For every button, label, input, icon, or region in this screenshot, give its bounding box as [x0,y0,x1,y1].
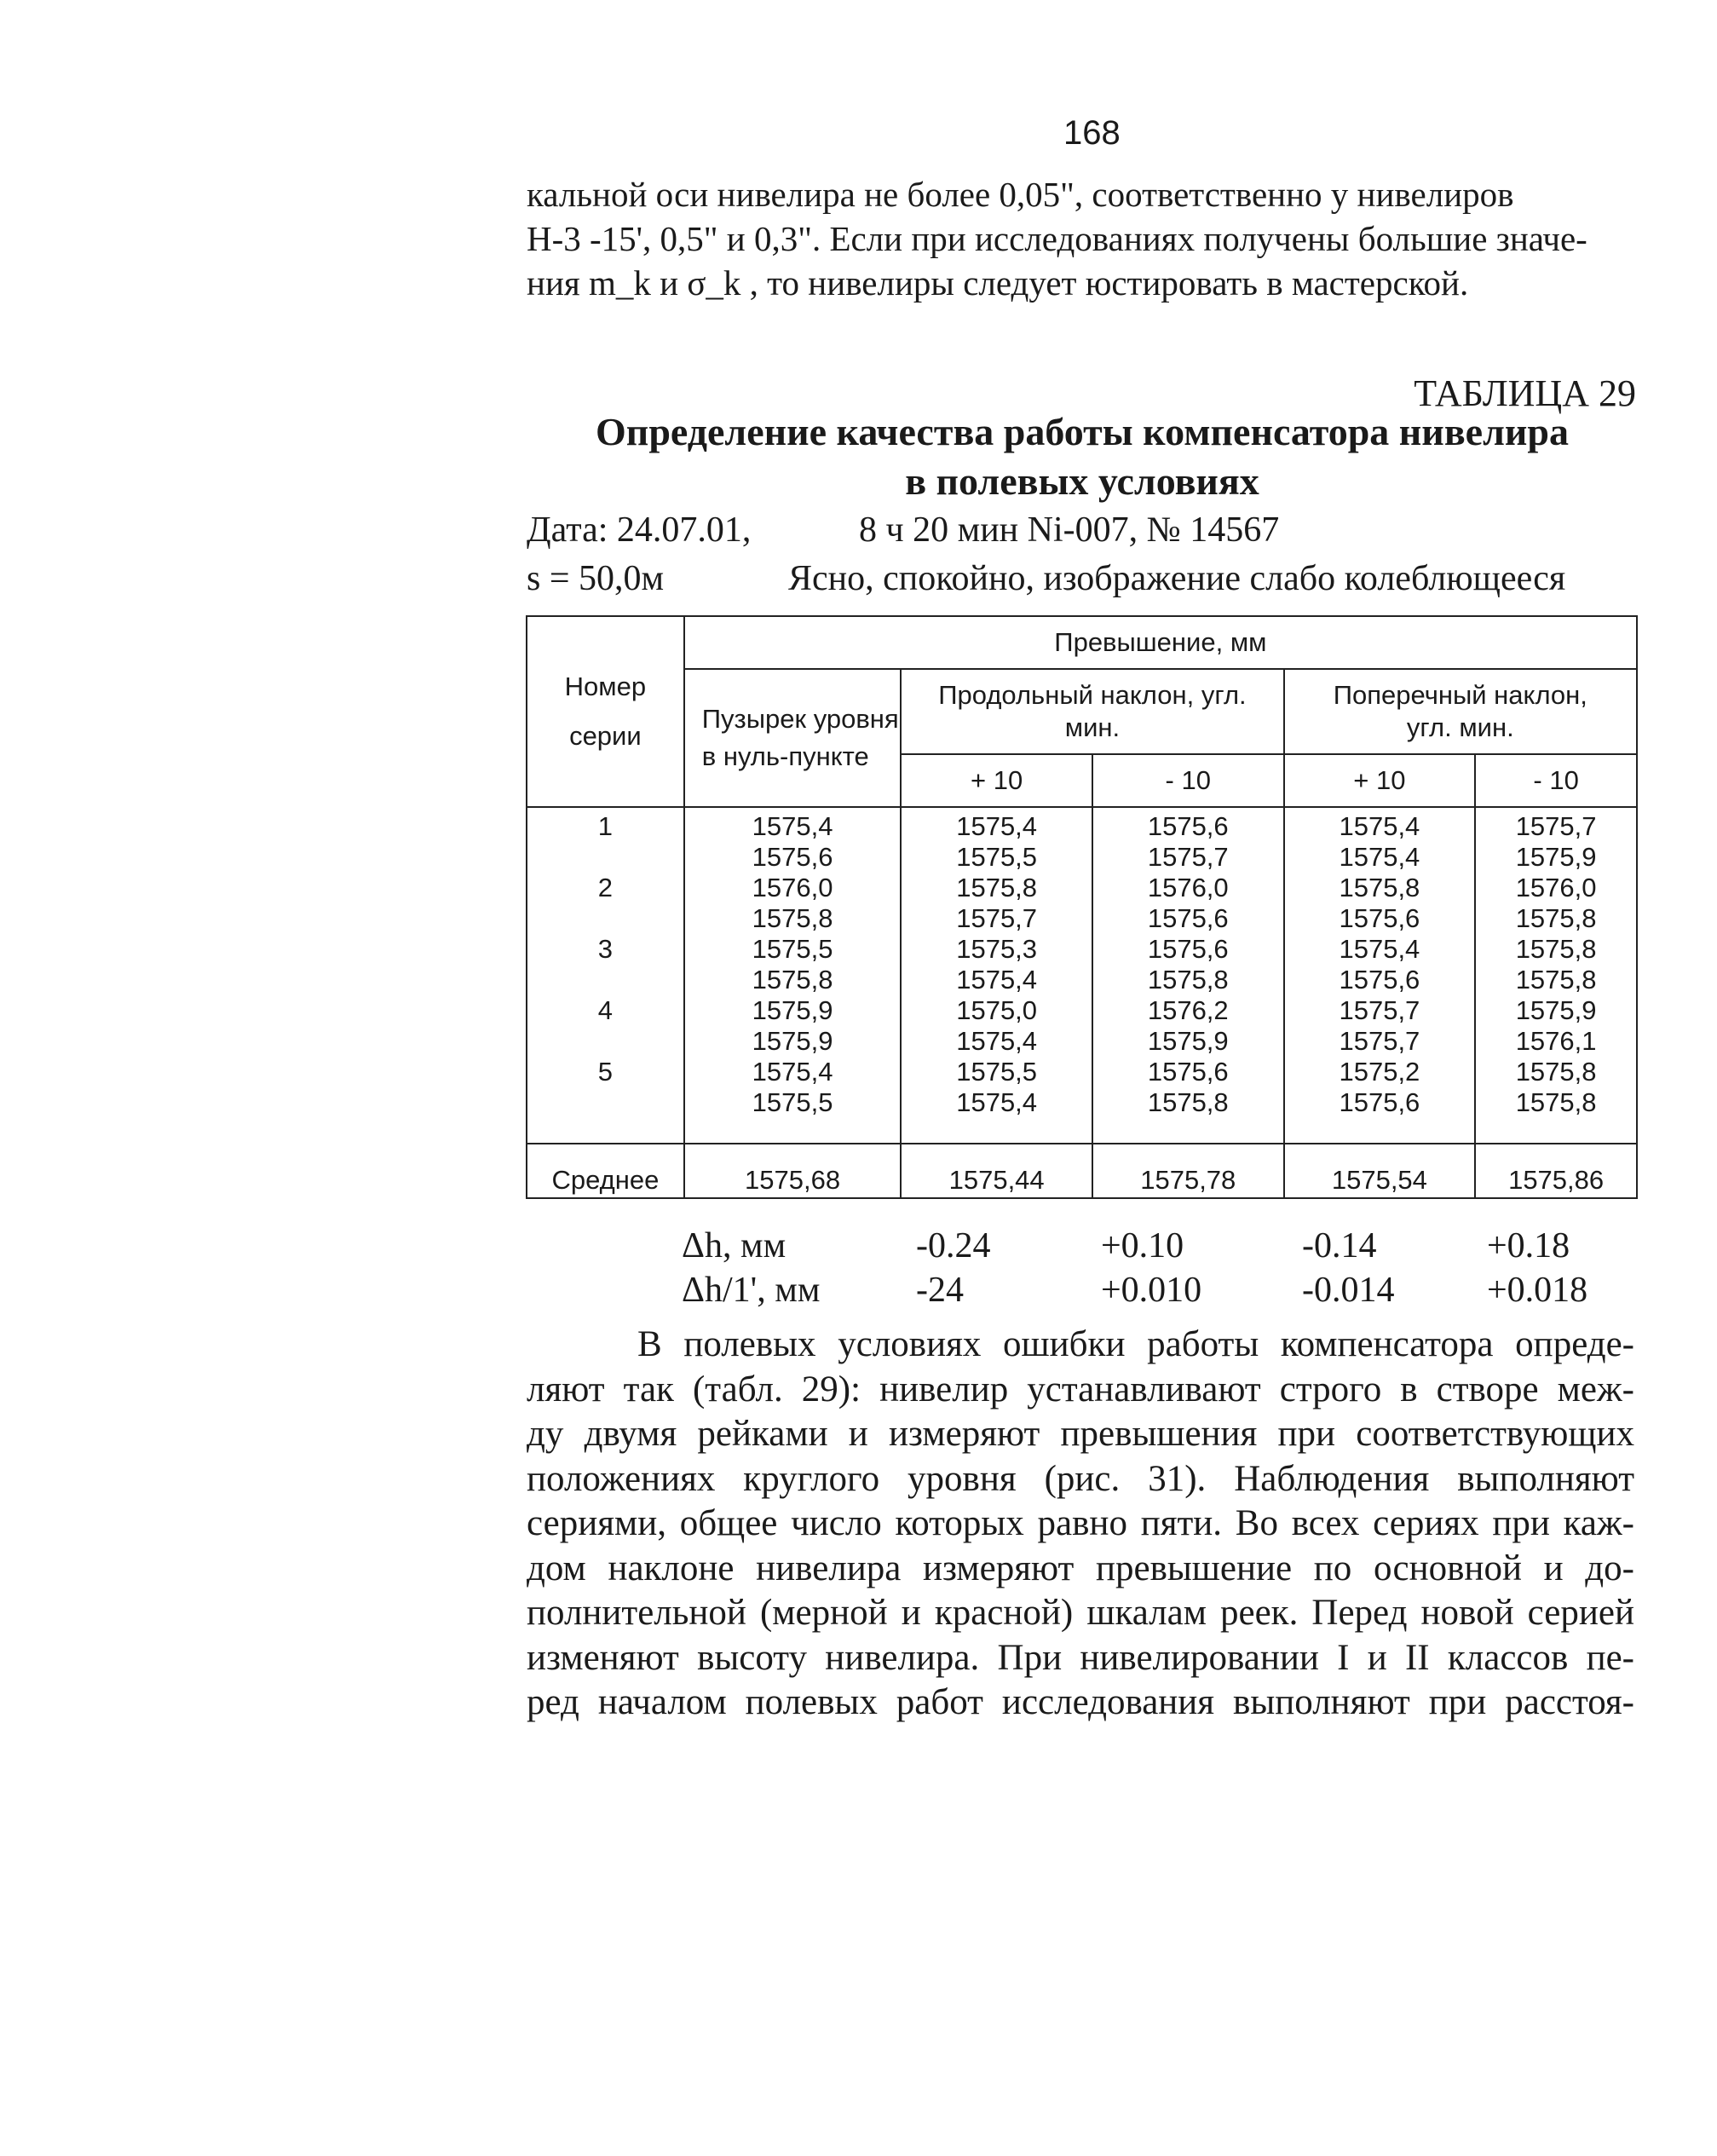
long-minus-header: - 10 [1092,754,1284,807]
delta-h-label: Δh, мм [682,1226,786,1265]
body-line: ляют так (табл. 29): нивелир устанавливают строго в створе меж- [527,1369,1634,1409]
delta-h-value: +0.10 [1101,1226,1184,1265]
bubble-values-cell: 1575,4 1575,6 1576,0 1575,8 1575,5 1575,8 1575,9 1575,9 1575,4 1575,5 [684,807,902,1144]
table-label: ТАБЛИЦА 29 [1414,372,1636,414]
mean-bubble: 1575,68 [684,1144,902,1198]
group-header: Превышение, мм [684,616,1637,669]
mean-long-plus: 1575,44 [901,1144,1092,1198]
delta-h-value: -0.14 [1302,1226,1377,1265]
meta-distance: s = 50,0м [527,559,665,598]
series-header: Номер серии [527,616,684,807]
trans-plus-values-cell: 1575,4 1575,4 1575,8 1575,6 1575,4 1575,6 1575,7 1575,7 1575,2 1575,6 [1284,807,1476,1144]
trans-minus-header: - 10 [1475,754,1637,807]
trans-plus-header: + 10 [1284,754,1476,807]
meta-conditions: Ясно, спокойно, изображение слабо колеблющееся [788,559,1566,598]
mean-trans-plus: 1575,54 [1284,1144,1476,1198]
body-line: положениях круглого уровня (рис. 31). Наблюдения выполняют [527,1458,1634,1499]
delta-h-value: +0.18 [1487,1226,1570,1265]
delta-h-per-min-value: -24 [916,1271,964,1310]
intro-line: ния m_k и σ_k , то нивелиры следует юстировать в мастерской. [527,263,1469,303]
intro-line: кальной оси нивелира не более 0,05", соответственно у нивелиров [527,175,1514,214]
delta-h-value: -0.24 [916,1226,991,1265]
body-line: ду двумя рейками и измеряют превышения при соответствующих [527,1414,1634,1454]
intro-paragraph [527,172,1634,305]
measurement-table [526,615,1638,1199]
table-title-line1: Определение качества работы компенсатора нивелира [596,410,1569,453]
body-line: изменяют высоту нивелира. При нивелировании I и II классов пе- [527,1637,1634,1678]
mean-label: Среднее [527,1144,684,1198]
body-line: В полевых условиях ошибки работы компенсатора опреде- [637,1324,1634,1364]
table-title-line2: в полевых условиях [905,459,1259,503]
body-line: ред началом полевых работ исследования выполняют при расстоя- [527,1682,1634,1722]
trans-minus-values-cell: 1575,7 1575,9 1576,0 1575,8 1575,8 1575,8 1575,9 1576,1 1575,8 1575,8 [1475,807,1637,1144]
meta-time-instrument: 8 ч 20 мин Ni-007, № 14567 [859,510,1280,550]
meta-date: Дата: 24.07.01, [527,510,752,550]
mean-trans-minus: 1575,86 [1475,1144,1637,1198]
mean-long-minus: 1575,78 [1092,1144,1284,1198]
long-plus-header: + 10 [901,754,1092,807]
bubble-header: Пузырек уровня в нуль-пункте [684,669,902,807]
body-paragraph [527,1323,1634,1726]
body-line: сериями, общее число которых равно пяти. Во всех сериях при каж- [527,1503,1634,1543]
delta-h-per-min-value: -0.014 [1302,1271,1395,1310]
intro-line: Н-3 -15', 0,5" и 0,3". Если при исследованиях получены большие значе- [527,219,1587,258]
body-line: полнительной (мерной и красной) шкалам реек. Перед новой серией [527,1593,1634,1633]
series-numbers-cell: 1 2 3 4 5 [527,807,684,1144]
longitudinal-header: Продольный наклон, угл. мин. [901,669,1283,754]
delta-h-per-min-label: Δh/1', мм [682,1271,821,1310]
delta-h-per-min-value: +0.010 [1101,1271,1202,1310]
long-minus-values-cell: 1575,6 1575,7 1576,0 1575,6 1575,6 1575,8 1576,2 1575,9 1575,6 1575,8 [1092,807,1284,1144]
delta-h-per-min-value: +0.018 [1487,1271,1588,1310]
long-plus-values-cell: 1575,4 1575,5 1575,8 1575,7 1575,3 1575,4 1575,0 1575,4 1575,5 1575,4 [901,807,1092,1144]
page-number: 168 [1063,114,1121,152]
transverse-header: Поперечный наклон, угл. мин. [1284,669,1637,754]
body-line: дом наклоне нивелира измеряют превышение по основной и до- [527,1548,1634,1588]
